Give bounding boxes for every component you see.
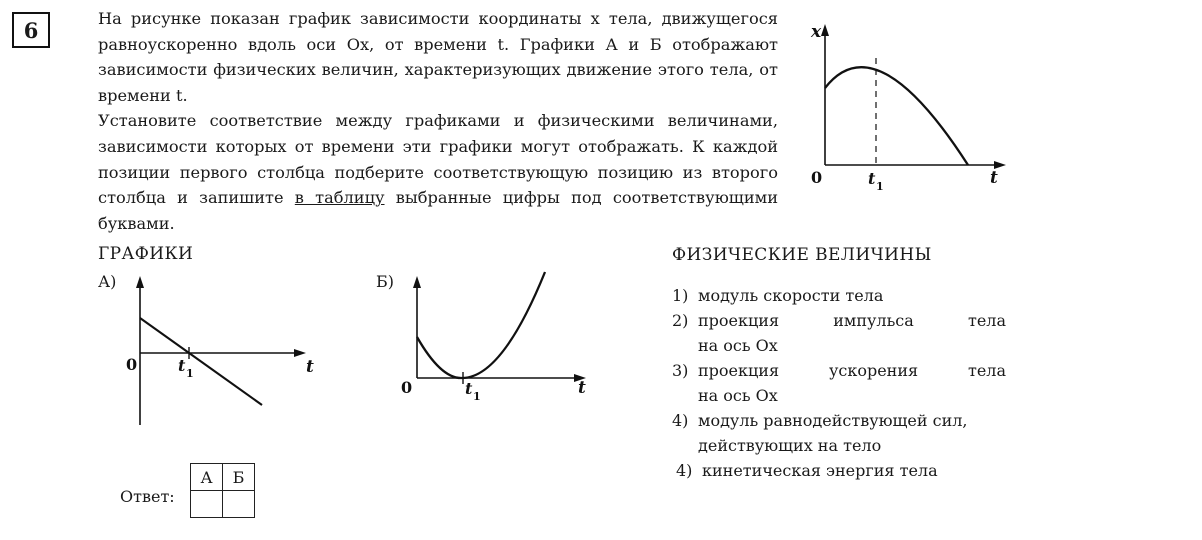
graph-b-curve: [417, 272, 545, 378]
main-graph-t1-label: t: [868, 169, 876, 188]
quantity-text: модуль скорости тела: [698, 286, 884, 305]
quantity-text-continued: действующих на тело: [698, 436, 882, 455]
answer-cell-b[interactable]: [223, 491, 255, 518]
graph-b-t1-sub: 1: [473, 390, 481, 403]
quantity-number: 4): [672, 411, 689, 430]
graph-a-t1-sub: 1: [186, 367, 194, 380]
main-graph-t1-sub: 1: [876, 180, 884, 193]
graph-b-origin: 0: [401, 378, 413, 397]
quantity-text: проекция импульса тела: [698, 311, 1006, 330]
intro-text-before-link: Установите соответствие между графиками и физическими величинами, зависимости которых от времени эти графики могут отображать. К каждой позиции первого столбца подберите соответствующую позицию из второго столбца и запишите: [98, 111, 778, 208]
graph-a-origin: 0: [126, 355, 138, 374]
graph-a-t1-label: t: [178, 356, 186, 375]
task-number: 6: [12, 12, 50, 48]
quantity-number: 3): [672, 361, 689, 380]
main-graph-origin: 0: [811, 168, 823, 187]
main-graph-y-label: x: [811, 22, 822, 42]
quantity-number: 2): [672, 311, 689, 330]
quantity-text-continued: на ось Ox: [698, 386, 778, 405]
graphs-heading: ГРАФИКИ: [98, 244, 194, 264]
quantity-item-3: [672, 358, 1006, 408]
quantity-item-4: [672, 408, 1006, 458]
answer-header-a: А: [191, 464, 223, 491]
quantity-text: проекция ускорения тела: [698, 361, 1006, 380]
quantity-number: 1): [672, 286, 689, 305]
table-link-text: в таблицу: [294, 188, 385, 208]
graph-b-y-arrow: [413, 276, 421, 288]
quantity-text-continued: на ось Ox: [698, 336, 778, 355]
quantity-number: 4): [676, 461, 693, 480]
graph-a-label: А): [98, 272, 117, 291]
graph-b-t1-label: t: [465, 379, 473, 398]
main-graph-x-label: t: [990, 168, 998, 188]
answer-table: [190, 463, 255, 518]
quantities-heading: ФИЗИЧЕСКИЕ ВЕЛИЧИНЫ: [672, 245, 932, 265]
graph-b-label: Б): [376, 272, 394, 291]
graph-a-x-label: t: [306, 357, 314, 377]
answer-header-b: Б: [223, 464, 255, 491]
quantity-item-2: [672, 308, 1006, 358]
graph-b-x-label: t: [578, 378, 586, 398]
answer-cell-a[interactable]: [191, 491, 223, 518]
quantities-list: [672, 283, 1006, 483]
intro-text-after-link: выбранные цифры под соответствующими буквами.: [98, 188, 779, 233]
intro-paragraph-1: На рисунке показан график зависимости координаты x тела, движущегося равноускоренно вдоль оси Ox, от времени t. Графики А и Б отображают зависимости физических величин, характеризующих движение этого тела, от времени t.: [98, 9, 778, 105]
quantity-item-5: [676, 458, 1006, 483]
quantity-text: модуль равнодействующей сил,: [698, 411, 968, 430]
quantity-item-1: [672, 283, 1006, 308]
quantity-text: кинетическая энергия тела: [702, 461, 938, 480]
answer-label: Ответ:: [120, 487, 175, 506]
